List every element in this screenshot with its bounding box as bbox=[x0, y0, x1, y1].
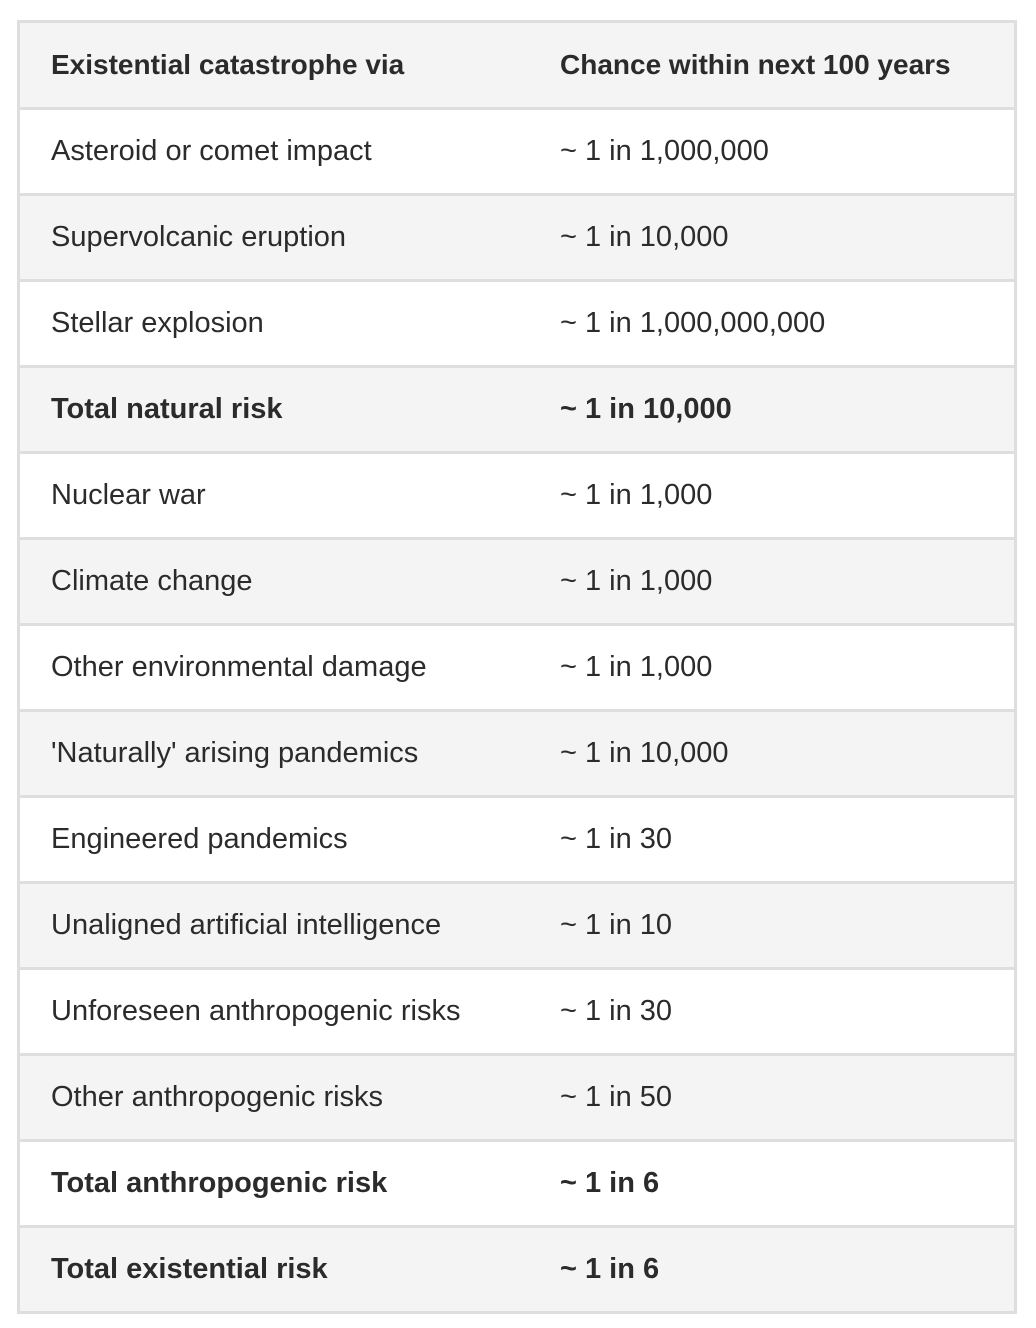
chance-cell: ~ 1 in 10,000 bbox=[528, 711, 1014, 797]
table-row bbox=[20, 539, 1014, 625]
chance-cell: ~ 1 in 50 bbox=[528, 1055, 1014, 1141]
header-cause: Existential catastrophe via bbox=[20, 23, 528, 109]
table-row bbox=[20, 1055, 1014, 1141]
chance-cell: ~ 1 in 10,000 bbox=[528, 367, 1014, 453]
table-row bbox=[20, 797, 1014, 883]
table-header-row bbox=[20, 23, 1014, 109]
risk-table bbox=[20, 23, 1014, 1311]
cause-cell: Total natural risk bbox=[20, 367, 528, 453]
header-chance: Chance within next 100 years bbox=[528, 23, 1014, 109]
table-row bbox=[20, 625, 1014, 711]
table-row bbox=[20, 969, 1014, 1055]
table-row bbox=[20, 281, 1014, 367]
table-row bbox=[20, 1141, 1014, 1227]
table-row bbox=[20, 1227, 1014, 1312]
cause-cell: Asteroid or comet impact bbox=[20, 109, 528, 195]
chance-cell: ~ 1 in 1,000,000 bbox=[528, 109, 1014, 195]
cause-cell: Nuclear war bbox=[20, 453, 528, 539]
cause-cell: Unforeseen anthropogenic risks bbox=[20, 969, 528, 1055]
table-row bbox=[20, 883, 1014, 969]
cause-cell: Stellar explosion bbox=[20, 281, 528, 367]
table-row bbox=[20, 195, 1014, 281]
cause-cell: Unaligned artificial intelligence bbox=[20, 883, 528, 969]
risk-table-container bbox=[17, 20, 1017, 1314]
table-row bbox=[20, 453, 1014, 539]
cause-cell: Climate change bbox=[20, 539, 528, 625]
chance-cell: ~ 1 in 1,000 bbox=[528, 625, 1014, 711]
chance-cell: ~ 1 in 30 bbox=[528, 969, 1014, 1055]
cause-cell: Total anthropogenic risk bbox=[20, 1141, 528, 1227]
chance-cell: ~ 1 in 6 bbox=[528, 1141, 1014, 1227]
chance-cell: ~ 1 in 10,000 bbox=[528, 195, 1014, 281]
table-row bbox=[20, 109, 1014, 195]
chance-cell: ~ 1 in 10 bbox=[528, 883, 1014, 969]
cause-cell: Supervolcanic eruption bbox=[20, 195, 528, 281]
chance-cell: ~ 1 in 1,000 bbox=[528, 453, 1014, 539]
chance-cell: ~ 1 in 6 bbox=[528, 1227, 1014, 1312]
cause-cell: 'Naturally' arising pandemics bbox=[20, 711, 528, 797]
cause-cell: Other environmental damage bbox=[20, 625, 528, 711]
table-row bbox=[20, 711, 1014, 797]
cause-cell: Other anthropogenic risks bbox=[20, 1055, 528, 1141]
chance-cell: ~ 1 in 1,000 bbox=[528, 539, 1014, 625]
cause-cell: Engineered pandemics bbox=[20, 797, 528, 883]
chance-cell: ~ 1 in 1,000,000,000 bbox=[528, 281, 1014, 367]
table-row bbox=[20, 367, 1014, 453]
chance-cell: ~ 1 in 30 bbox=[528, 797, 1014, 883]
cause-cell: Total existential risk bbox=[20, 1227, 528, 1312]
